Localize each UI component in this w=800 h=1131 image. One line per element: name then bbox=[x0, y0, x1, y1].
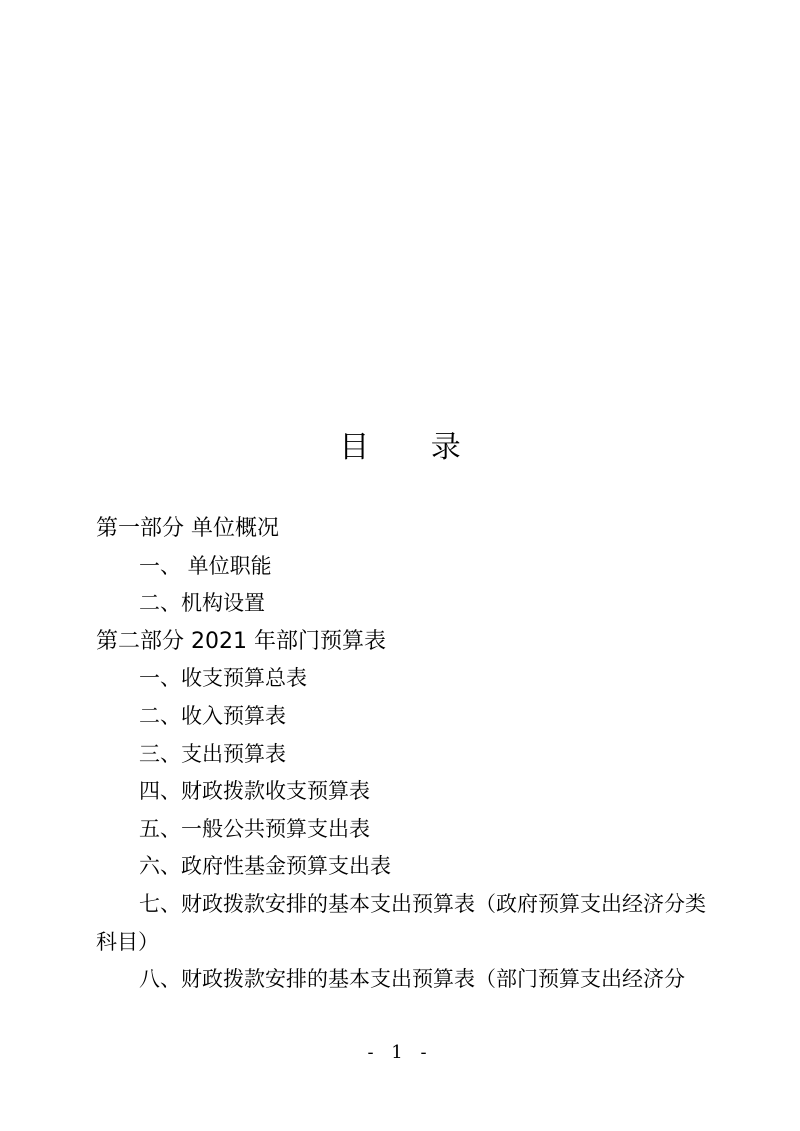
toc-item: 八、财政拨款安排的基本支出预算表（部门预算支出经济分 bbox=[139, 967, 685, 992]
toc-item: 二、收入预算表 bbox=[139, 703, 286, 728]
toc-part-heading: 第二部分 2021 年部门预算表 bbox=[96, 628, 386, 654]
toc-item: 三、支出预算表 bbox=[139, 741, 286, 766]
toc-item: 四、财政拨款收支预算表 bbox=[139, 779, 370, 804]
toc-part-heading: 第一部分 单位概况 bbox=[96, 516, 279, 541]
toc-item: 七、财政拨款安排的基本支出预算表（政府预算支出经济分类科目） bbox=[96, 891, 706, 954]
page-number: - 1 - bbox=[367, 1042, 433, 1063]
toc-item: 二、机构设置 bbox=[139, 591, 265, 616]
toc-title: 目 录 bbox=[339, 430, 487, 465]
toc-item: 一、 单位职能 bbox=[139, 553, 272, 578]
toc-item: 五、一般公共预算支出表 bbox=[139, 816, 370, 841]
toc-item: 一、收支预算总表 bbox=[139, 666, 307, 691]
toc-list bbox=[96, 510, 726, 999]
toc-item: 六、政府性基金预算支出表 bbox=[139, 854, 391, 879]
